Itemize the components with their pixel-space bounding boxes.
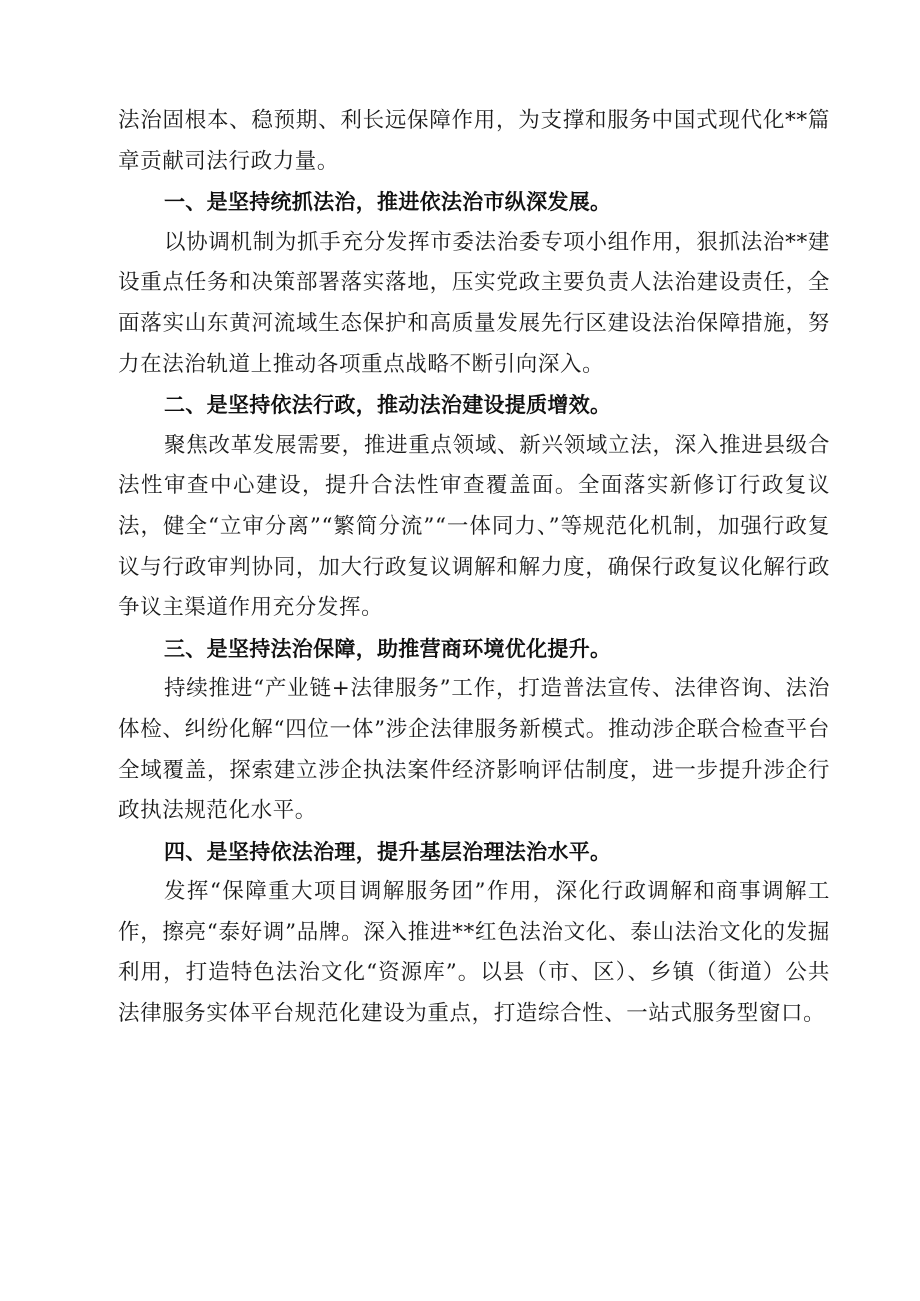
section-4-paragraph: 发挥“保障重大项目调解服务团”作用，深化行政调解和商事调解工作，擦亮“泰好调”品牌。深入推进**红色法治文化、泰山法治文化的发掘利用，打造特色法治文化“资源库”。以县（市、区）、乡镇（街道）公共法律服务实体平台规范化建设为重点，打造综合性、一站式服务型窗口。	[118, 879, 830, 1027]
paragraph-continuation: 法治固根本、稳预期、利长远保障作用，为支撑和服务中国式现代化**篇章贡献司法行政力量。	[118, 108, 830, 174]
section-heading-1: 一、是坚持统抓法治，推进依法治市纵深发展。	[164, 190, 612, 215]
section-heading-3: 三、是坚持法治保障，助推营商环境优化提升。	[164, 636, 612, 661]
section-heading-4: 四、是坚持依法治理，提升基层治理法治水平。	[164, 839, 612, 864]
section-heading-2: 二、是坚持依法行政，推动法治建设提质增效。	[164, 393, 612, 418]
section-2-paragraph: 聚焦改革发展需要，推进重点领域、新兴领域立法，深入推进县级合法性审查中心建设，提升合法性审查覆盖面。全面落实新修订行政复议法，健全“立审分离”“繁简分流”“一体同力、”等规范化机制，加强行政复议与行政审判协同，加大行政复议调解和解力度，确保行政复议化解行政争议主渠道作用充分发挥。	[118, 432, 830, 621]
section-1-paragraph: 以协调机制为抓手充分发挥市委法治委专项小组作用，狠抓法治**建设重点任务和决策部署落实落地，压实党政主要负责人法治建设责任，全面落实山东黄河流域生态保护和高质量发展先行区建设法治保障措施，努力在法治轨道上推动各项重点战略不断引向深入。	[118, 229, 830, 377]
section-3-paragraph: 持续推进“产业链+法律服务”工作，打造普法宣传、法律咨询、法治体检、纠纷化解“四位一体”涉企法律服务新模式。推动涉企联合检查平台全域覆盖，探索建立涉企执法案件经济影响评估制度，进一步提升涉企行政执法规范化水平。	[118, 676, 830, 824]
document-body	[118, 101, 830, 1035]
